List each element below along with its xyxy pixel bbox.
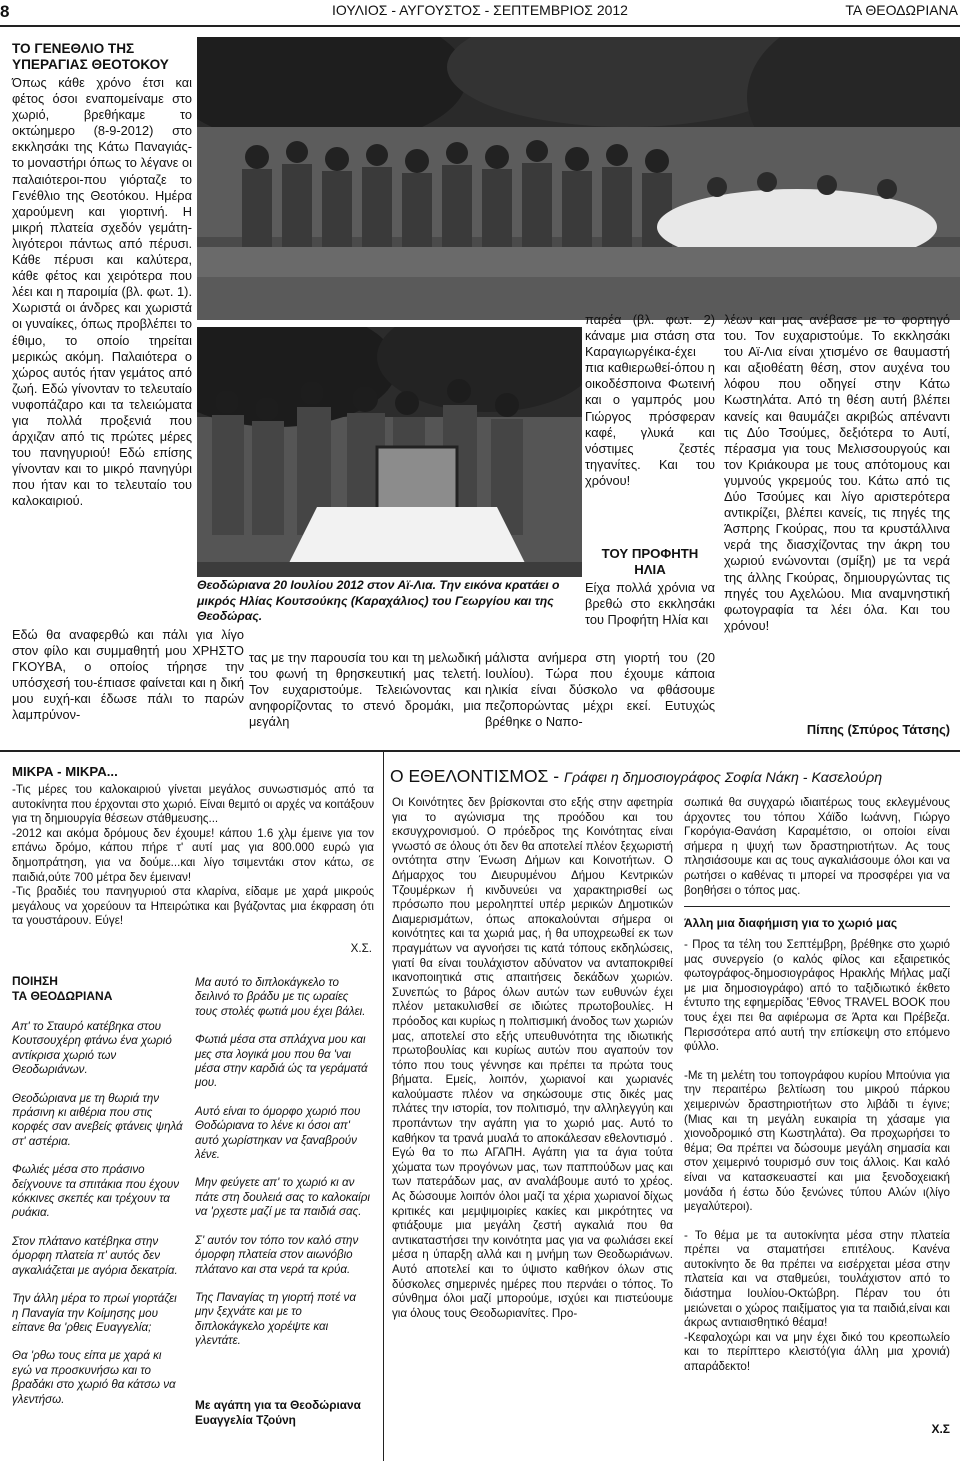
article1-title	[12, 41, 192, 73]
mikra-items	[12, 783, 374, 929]
volunteer-title	[390, 766, 960, 788]
poem-stanza: Σ' αυτόν τον τόπο τον καλό στην όμορφη πλατεία στον αιωνόβιο πλάτανο και στα νερά τα κρύα.	[195, 1233, 359, 1276]
poem-stanza: Μα αυτό το διπλοκάγκελο το δειλινό το βράδυ με τις ωραίες τους στολές φωτιά μου έχει βάλει.	[195, 976, 366, 1018]
page-number: 8	[0, 2, 10, 21]
section-rule	[0, 750, 960, 752]
vertical-rule	[383, 752, 384, 1461]
sub-title-line1: ΤΟΥ ΠΡΟΦΗΤΗ	[601, 546, 699, 561]
poem-stanza: Απ' το Σταυρό κατέβηκα στου Κουτσουχέρη φτάνω ένα χωριό αντίκρισα χωριό των Θεοδωριάνων.	[12, 1020, 172, 1077]
article1-col4: λέων και μας ανέβασε με το φορτηγό του. Τον ευχαριστούμε. Το εκκλησάκι του Αϊ-Λια είναι χτισμένο σε θαυμαστή και αξιοθέατη θέση, στον αυχένα του λόφου που οδηγεί στην Κάτω Κωστηλάτα. Από τη θέση αυτή βλέπει κανείς και θαυμάζει ακριβώς απέναντι τις Δύο Τσούμες, δεξιότερα το Αυτί, πέρασμα για τους Μελισσουργούς και τον Κριάκουρα με τους απότομους και γυμνούς γκρεμούς του. Κάτω από τις Δύο Τσούμες και λίγο αριστερότερα αντικρίζει, βλέπει κανείς, τις πηγές της Άσπρης Γκούρας, που τα κρυστάλλινα νερά της διασχίζοντας την άκρη του χωριού ενώνονται (σμίξη) με τα νερά της άλλης Γκούρας, δημιουργώντας τις πηγές του Αχελώου. Μια αναμνηστική φωτογραφία τα λέει όλα. Και του χρόνου!	[724, 312, 950, 633]
sub-body-wide: μάλιστα ανήμερα στη γιορτή του (20 Ιουλίου). Τώρα που έχουμε κάποια ηλικία είναι δύσκολο να φθάσουμε πεζοπορώντας μέχρι εκεί. Ευτυχώς βρέθηκε ο Ναπο-	[485, 650, 715, 730]
article1-title-line1: ΤΟ ΓΕΝΕΘΛΙΟ ΤΗΣ	[12, 41, 135, 56]
header-rule	[0, 25, 960, 27]
volunteer-signature: Χ.Σ	[931, 1422, 950, 1436]
poem-stanza: Την άλλη μέρα το πρωί γιορτάζει η Παναγία την Κοίμησης μου είπανε θα 'ρθεις Ευαγγελία;	[12, 1292, 177, 1334]
article1-body-cont: τας με την παρουσία του και τη μελωδική του φωνή τη θρησκευτική μας τελετή. Τον ευχαριστούμε. Τελειώνοντας και ανηφορίζοντας το στενό δρομάκι, μια μεγάλη	[249, 650, 481, 730]
poem-stanza: Θεοδώριανα με τη θωριά την πράσινη κι αιθέρια που στις κορφές σαν ανεβείς φτάνεις ψηλά στ' αστέρια.	[12, 1091, 183, 1148]
article1-col3: παρέα (βλ. φωτ. 2) κάναμε μια στάση στα Καραγιωργέικα-έχει πια καθιερωθεί-όπου η οικοδέσποινα Φωτεινή και ο γαμπρός μου Γιώργος πρόσφεραν καφέ, γλυκά και νόστιμες ζεστές τηγανίτες. Και του χρόνου!	[585, 312, 715, 488]
poem-title: ΤΑ ΘΕΟΔΩΡΙΑΝΑ	[12, 989, 113, 1003]
photo-prophet-elias-image	[197, 327, 582, 577]
newspaper-name: ΤΑ ΘΕΟΔΩΡΙΑΝΑ	[845, 2, 958, 18]
mikra-item: -Τις βραδιές του πανηγυριού στα κλαρίνα, είδαμε με χαρά μικρούς μεγάλους να χορεύουν τα Ηπειρώτικα και βγάζοντας μια έκφραση ότι τα γουστάρουν. Εύγε!	[12, 885, 374, 928]
volunteer-sub-rule	[684, 906, 950, 907]
volunteer-sub-item: -Με τη μελέτη του τοπογράφου κυρίου Μπούνια για την περαιτέρω βελτίωση του μικρού πάρκου χειμερινών δραστηριοτήτων στο λιβάδι τι έγινε; (Μιας και τη μεγάλη ευκαιρία τη χάσαμε για χιονοδρομικό στη Κωστηλάτα). Θα προχωρήσει το θέμα; Θα πρέπει να δώσουμε μεγάλη σημασία και στον χειμερινό τουρισμό συν τοις άλλοις. Και καλό είναι να κατασκευαστεί και μια ξενοδοχειακή μονάδα ή έστω δύο ξενώνες τύπου Αλών ι(λίγο μεγαλύτεροι).	[684, 1068, 950, 1214]
volunteer-col1: Οι Κοινότητες δεν βρίσκονται στο εξής στην αφετηρία για το αγώνισμα της προόδου και του εκσυγχρονισμού. Ο πρόεδρος της Κοινότητας είναι γνωστό σε όλους ότι δεν θα αποτελεί πλέον ξεχωριστή οντότητα στην Ένωση Δήμων και Κοινοτήτων. Ο Δήμαρχος του Διευρυμένου Δήμου Κεντρικών Τζουμέρκων ή κινδυνεύει να χαρακτηρισθεί ως πρόσωπο που μεροληπτεί υπέρ μερικών Δημοτικών Διαμερισμάτων, όπως αποκαλούνται σήμερα οι κοινότητες και τα χωριά μας, ή θα υποχρεωθεί εκ των πραγμάτων να αγνοήσει τις κατά τόπους εκδηλώσεις, γιατί θα είναι τουλάχιστον αδύνατον να ανταποκριθεί ικανοποιητικά στις απαιτήσεις δεκάδων χωριών. Συνεπώς το βάρος όλων αυτών των ευθυνών έχει πλέον μετακυλισθεί σε ιδιώτες πρωτοβουλίες. Η πρόοδος και κυρίως η πολιτισμική άνοδος των χωριών μας, αποτελεί στο εξής υπευθυνότητα της ιδιωτικής πρωτοβουλίας και κυρίως αυτών που αγαπούν τον τόπο που τους γέννησε και πρέπει τα πρώτα τους βήματα. Εμείς, λοιπόν, χωριανοί και χωριανές καλούμαστε πλέον να σηκώσουμε στις δικές μας πλάτες την ιστορία, τον πολιτισμό, την αλληλεγγύη και προπάντων την αγάπη για το χωριό μας. Αυτό το καθήκον τα τρανά μυαλά το αποκάλεσαν εθελοντισμό . Εγώ θα το πω ΑΓΑΠΗ. Αγάπη για τα άγια τούτα χώματα των προγόνων μας, των παππούδων μας και των πατεράδων μας, αν αναλάβουμε αυτό το χρέος. Ας δώσουμε λοιπόν όλοι μαζί τα χέρια χωριανοί δίχως κριτικές και μεμψιμοιρίες κακίες και μικρότητες να φτιάξουμε μια μεγάλη ζεστή αγκαλιά που θα αντικαταστήσει την κοινότητα μας για να φωλιάσει εκεί μέσα η ύπαρξη αλλά και η μνήμη των Θεοδωριάνων. Αυτό αποτελεί και το ύψιστο καθήκον όλων στις δύσκολες σημερινές ημέρες που περνάει ο τόπος. Το σύνθημα όλοι μαζί μπορούμε, ισχύει και πιστεύουμε για όλους τους Θεοδωριανίτες. Προ-	[392, 796, 673, 1320]
mikra-title: ΜΙΚΡΑ - ΜΙΚΡΑ...	[12, 764, 118, 779]
volunteer-sub-items	[684, 938, 950, 1375]
article1-body-wide: Εδώ θα αναφερθώ και πάλι για λίγο στον φίλο και συμμαθητή μου ΧΡΗΣΤΟ ΓΚΟΥΒΑ, ο οποίος τήρησε την υπόσχεσή του-έπιασε φαίνεται και η δική μου ευχή-και έδωσε πάλι το παρών λαμπρύνον-	[12, 627, 244, 723]
poem-right-column	[195, 976, 373, 1363]
poem-stanza: Φωτιά μέσα στα σπλάχνα μου και μες στα λογικά μου που θα 'ναι μέσα στην καρδιά ώς τα γεράματά μου.	[195, 1033, 368, 1090]
sub-title	[585, 546, 715, 578]
volunteer-title-sub: Γράφει η δημοσιογράφος Σοφία Νάκη - Κασελούρη	[563, 770, 883, 786]
poem-closing: Με αγάπη για τα Θεοδώριανα	[195, 1398, 361, 1412]
mikra-item: -2012 και ακόμα δρόμους δεν έχουμε! κάπου 1.6 χλμ έμεινε για τον επάνω δρόμο, κάπου πήρε τ' αυτί μας για 800.000 ευρώ για δημοπράτηση, για να δούμε...και λίγο τσιμεντάκι στον κάτω, σε παιδιά,ούτε 700 μέτρα δεν έμειναν!	[12, 826, 374, 884]
poem-left-column	[12, 1020, 184, 1421]
photo-feast-gathering-image	[197, 37, 960, 320]
photo-caption: Θεοδώριανα 20 Ιουλίου 2012 στον Αϊ-Λια. Την εικόνα κρατάει ο μικρός Ηλίας Κουτσούκης (Καραχάλιος) του Γεωργίου και της Θεοδώρας.	[197, 578, 560, 623]
sub-body: Είχα πολλά χρόνια να βρεθώ στο εκκλησάκι του Προφήτη Ηλία και	[585, 580, 715, 628]
poem-heading	[12, 974, 182, 1004]
poem-stanza: Αυτό είναι το όμορφο χωριό που Θοδώριανα το λένε κι όσοι απ' αυτό χωρίστηκαν να ξαναβρούν λένε.	[195, 1104, 361, 1162]
poem-stanza: Της Παναγίας τη γιορτή ποτέ να μην ξεχνάτε και με το διπλοκάγκελο χορέψτε και γλεντάτε.	[195, 1290, 356, 1348]
poem-stanza: Στον πλάτανο κατέβηκα στην όμορφη πλατεία π' αυτός δεν αγκαλιάζεται με αγόρια δεκατρία.	[12, 1234, 178, 1277]
poem-stanza: Φωλιές μέσα στο πράσινο δείχνουνε τα σπιτάκια που έχουν κόκκινες σκεπές και τρέχουν τα ρυάκια.	[12, 1163, 179, 1220]
article1-signature: Πίπης (Σπύρος Τάτσης)	[806, 722, 950, 737]
poem-author: Ευαγγελία Τζούνη	[195, 1413, 296, 1427]
mikra-item: -Τις μέρες του καλοκαιριού γίνεται μεγάλος συνωστισμός από τα αυτοκίνητα που έρχονται στο χωριό. Είναι θεμιτό οι αρχές να κοιτάξουν για τη δημιουργία θέσεων στάθμευσης...	[12, 783, 374, 826]
volunteer-sub-item: - Προς τα τέλη του Σεπτέμβρη, βρέθηκε στο χωριό μας συνεργείο (ο καλός φίλος και εξαιρετικός φωτογράφος-δημοσιογράφος Ηρακλής Μήλας μαζί με μια δημοσιογράφο) από το ταξιδιωτικό έκθετο έντυπο της εφημερίδας 'Εθνος TRAVEL BOOK που τους έχει πει θα αφιέρωμα σε Άρτα και Πρέβεζα. Περισσότερα από αυτή την επίσκεψη στο επόμενο φύλλο.	[684, 938, 950, 1054]
photo-prophet-elias	[197, 327, 582, 577]
poem-stanza: Θα 'ρθω τους είπα με χαρά κι εγώ να προσκυνήσω και το βραδάκι στο χωριό θα κάτσω να γλεντήσω.	[12, 1349, 176, 1406]
mikra-signature: Χ.Σ.	[350, 942, 372, 955]
article1-body: Όπως κάθε χρόνο έτσι και φέτος όσοι εναπομείναμε στο χωριό, βρεθήκαμε το οκτώημερο (8-9-2012) στο εκκλησάκι της Κάτω Παναγιάς-το μοναστήρι όπως το λέγανε οι παλαιότεροι-που γιόρταζε το Γενέθλιο της Θεοτόκου. Ημέρα χαρούμενη και γιορτινή. Η μικρή πλατεία σχεδόν γεμάτη-λιγότεροι πάντως από πέρυσι. Κάθε πέρυσι και καλύτερα, κάθε φέτος και χειρότερα που λέει και η παροιμία (βλ. φωτ. 1). Χωριστά οι άνδρες και χωριστά οι γυναίκες, όπως προβλέπει το έθιμο, το οποίο τηρείται μερικώς ακόμη. Παλαιότερα ο χώρος αυτός ήταν γεμάτος από ζωή. Εδώ γίνονταν το τελευταίο νυφοπάζαρο και τα τελειώματα για πολλά προξενιά που άρχιζαν από τις πρώτες μέρες του πανηγυριού! Εδώ επίσης γίνονταν και το μικρό πανηγύρι που ήταν και το τελευταίο του καλοκαιριού.	[12, 75, 192, 509]
poem-stanza: Μην φεύγετε απ' το χωριό κι αν πάτε στη δουλειά σας το καλοκαίρι να 'ρχεστε μαζί με τα παιδιά σας.	[195, 1176, 370, 1219]
volunteer-sub-title: Άλλη μια διαφήμιση για το χωριό μας	[684, 916, 898, 930]
volunteer-col2: σωπικά θα συγχαρώ ιδιαιτέρως τους εκλεγμένους άρχοντες του τόπου Χάϊδο Ιωάννη, Γιώργο Γκορόγια-Θανάση Καραμέτσιο, οι οποίοι είναι σήμερα η ψυχή των δραστηριοτήτων. Ας τους πλησιάσουμε και ας τους αγκαλιάσουμε όλοι και να ρωτήσει ο καθένας τι μπορεί να προσφέρει για να βοηθήσει ο τόπος μας.	[684, 796, 950, 897]
volunteer-sub-item: - Το θέμα με τα αυτοκίνητα μέσα στην πλατεία πρέπει να σταματήσει επιτέλους. Κανένα αυτοκίνητο δε θα πρέπει να εισέρχεται μέσα στην πλατεία και να σταθμεύει, τουλάχιστον από το διάστημα Ιουλίου-Οκτώβρη. Πέραν του ότι μειώνεται ο χώρος παιξίματος για τα παιδιά,είναι και άκρως αντιαισθητικό θέαμα!	[684, 1228, 950, 1330]
poem-signoff	[195, 1398, 375, 1428]
sub-title-line2: ΗΛΙΑ	[634, 562, 666, 577]
volunteer-title-main: Ο ΕΘΕΛΟΝΤΙΣΜΟΣ -	[390, 766, 564, 786]
issue-dates: ΙΟΥΛΙΟΣ - ΑΥΓΟΥΣΤΟΣ - ΣΕΠΤΕΜΒΡΙΟΣ 2012	[332, 2, 628, 18]
volunteer-sub-item: -Κεφαλοχώρι και να μην έχει δικό του κρεοπωλείο και το περίπτερο κλειστό(για άλλη μια χρονιά) απαράδεκτο!	[684, 1330, 950, 1374]
poem-label: ΠΟΙΗΣΗ	[12, 974, 58, 988]
photo-feast-gathering	[197, 37, 960, 320]
article1-title-line2: ΥΠΕΡΑΓΙΑΣ ΘΕΟΤΟΚΟΥ	[12, 57, 169, 72]
